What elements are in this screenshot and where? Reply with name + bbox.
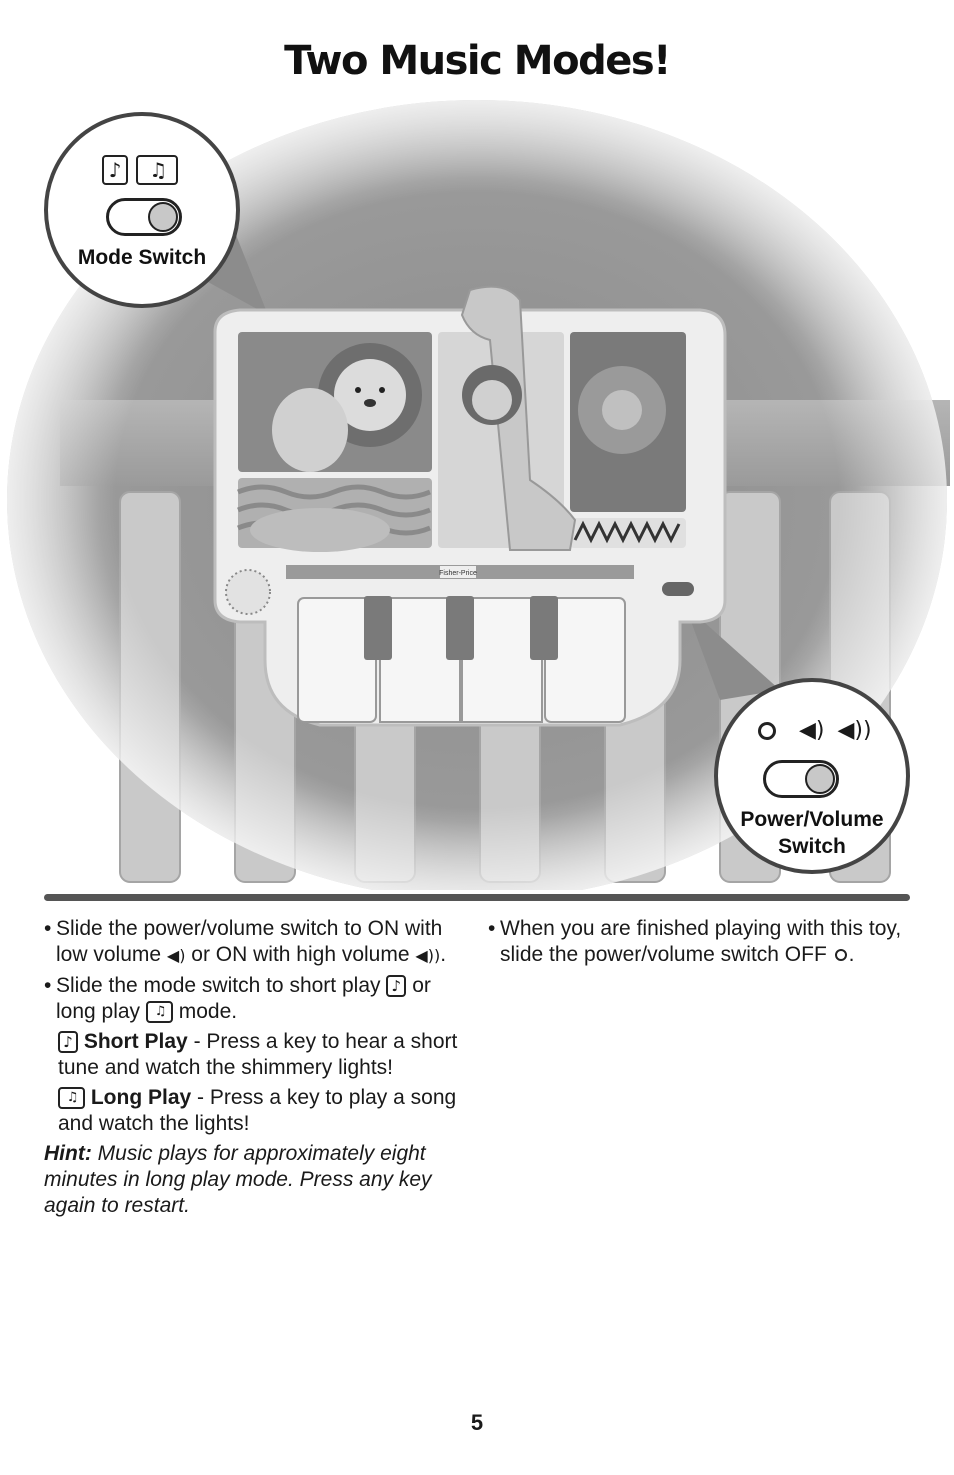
long-play-icon: ♫: [58, 1087, 85, 1109]
hint-note: [44, 1141, 474, 1219]
hippo: [272, 388, 348, 472]
bullet2-text-c: mode.: [178, 1000, 238, 1023]
short-play-text: - Press a key to hear a short tune and watch the shimmery lights!: [58, 1030, 458, 1079]
bullet1-text-b: or ON with high volume: [191, 943, 410, 966]
page-number: 5: [470, 1410, 484, 1435]
power-label-line1: Power/Volume: [740, 808, 884, 831]
bullet1-text-a: Slide the power/volume switch to ON with low volume: [56, 917, 443, 966]
mode-icons: [102, 154, 178, 185]
short-play-icon: ♪: [386, 975, 406, 997]
power-icons: [756, 718, 872, 743]
long-play-icon: ♫: [136, 155, 178, 185]
hint-text: Music plays for approximately eight minutes in long play mode. Press any key again to restart.: [44, 1142, 432, 1217]
bullet1-text-c: .: [440, 943, 447, 966]
short-play-icon: ♪: [102, 155, 128, 185]
instructions-left: [44, 916, 474, 1219]
long-play-description: [44, 1085, 474, 1137]
bullet-power-on: [44, 916, 474, 969]
long-play-icon: ♫: [146, 1001, 173, 1023]
hint-label: Hint:: [44, 1142, 92, 1165]
page-title: Two Music Modes!: [284, 38, 670, 84]
piano-black-key-1: [364, 596, 392, 660]
bullet-power-off: [488, 916, 918, 968]
power-label-line2: Switch: [778, 835, 846, 858]
bullet2-text-a: Slide the mode switch to short play: [56, 974, 381, 997]
mode-switch-label: Mode Switch: [77, 246, 207, 269]
toy-power-switch: [662, 582, 694, 596]
mode-switch-toggle[interactable]: [106, 198, 182, 236]
low-volume-icon: ◀): [799, 718, 825, 743]
piano-black-key-2: [446, 596, 474, 660]
low-volume-icon: ◀): [166, 946, 186, 965]
mode-switch-knob: [148, 202, 178, 232]
power-switch-label: [718, 806, 906, 860]
high-volume-icon: ◀)): [415, 946, 441, 965]
high-volume-icon: ◀)): [837, 718, 872, 743]
power-volume-callout: [714, 678, 910, 874]
section-divider: [44, 894, 910, 901]
power-switch-knob: [805, 764, 835, 794]
short-play-title: Short Play: [83, 1030, 188, 1053]
speaker: [226, 570, 270, 614]
bullet2-text-b: or long play: [56, 974, 431, 1023]
off-circle-icon: [835, 949, 847, 961]
short-play-description: [44, 1029, 474, 1081]
long-play-title: Long Play: [90, 1086, 192, 1109]
right-bullet1-text-b: .: [848, 943, 855, 966]
toy-logo: Fisher-Price: [439, 570, 477, 577]
short-play-icon: ♪: [58, 1031, 78, 1053]
mode-switch-callout: [44, 112, 240, 308]
power-switch-toggle[interactable]: [763, 760, 839, 798]
long-play-text: - Press a key to play a song and watch the lights!: [58, 1086, 457, 1135]
instructions-right: [488, 916, 918, 972]
crocodile: [250, 508, 390, 552]
off-circle-icon: [758, 722, 776, 740]
right-bullet1-text-a: When you are finished playing with this toy, slide the power/volume switch OFF: [500, 917, 902, 966]
piano-black-key-3: [530, 596, 558, 660]
bullet-mode-switch: [44, 973, 474, 1025]
